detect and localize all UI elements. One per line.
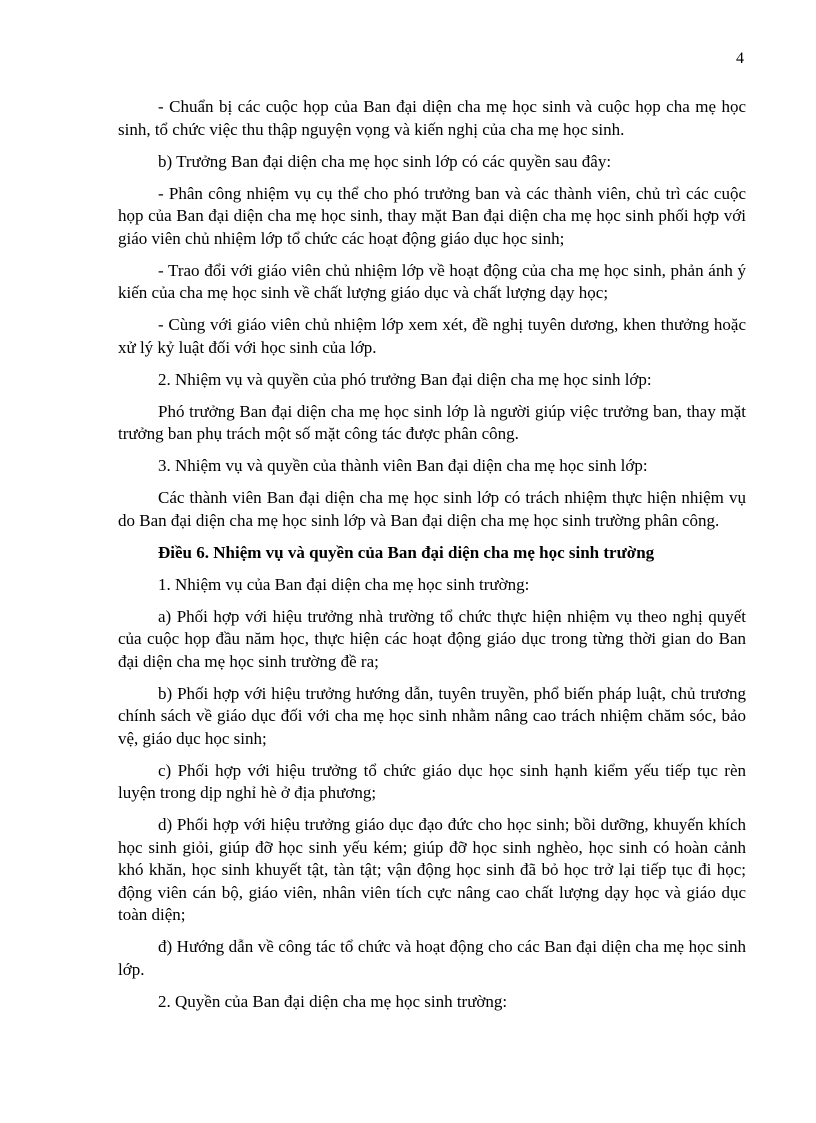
paragraph-item-d: d) Phối hợp với hiệu trưởng giáo dục đạo đức cho học sinh; bồi dưỡng, khuyến khích học sinh giỏi, giúp đỡ học sinh yếu kém; giúp đỡ học sinh nghèo, học sinh có hoàn cảnh khó khăn, học sinh khuyết tật, tàn tật; vận động học sinh đã bỏ học trở lại tiếp tục đi học; động viên cán bộ, giáo viên, nhân viên tích cực nâng cao chất lượng dạy học và giáo dục toàn diện;: [118, 815, 746, 924]
document-body: [118, 96, 746, 1023]
paragraph-school-board-duties: 1. Nhiệm vụ của Ban đại diện cha mẹ học sinh trường:: [158, 574, 530, 594]
article-6-heading: Điều 6. Nhiệm vụ và quyền của Ban đại diện cha mẹ học sinh trường: [158, 542, 655, 562]
paragraph-section-2-deputy: 2. Nhiệm vụ và quyền của phó trưởng Ban đại diện cha mẹ học sinh lớp:: [158, 369, 652, 389]
paragraph-item-dd: đ) Hướng dẫn về công tác tổ chức và hoạt động cho các Ban đại diện cha mẹ học sinh lớp.: [118, 937, 746, 979]
paragraph-deputy-role: Phó trưởng Ban đại diện cha mẹ học sinh lớp là người giúp việc trưởng ban, thay mặt trưởng ban phụ trách một số mặt công tác được phân công.: [118, 401, 746, 443]
paragraph-assign-tasks: - Phân công nhiệm vụ cụ thể cho phó trưởng ban và các thành viên, chủ trì các cuộc họp của Ban đại diện cha mẹ học sinh, thay mặt Ban đại diện cha mẹ học sinh phối hợp với giáo viên chủ nhiệm lớp tổ chức các hoạt động giáo dục học sinh;: [118, 183, 746, 248]
paragraph-item-a: a) Phối hợp với hiệu trưởng nhà trường tổ chức thực hiện nhiệm vụ theo nghị quyết của cuộc họp đầu năm học, thực hiện các hoạt động giáo dục trong từng thời gian do Ban đại diện cha mẹ học sinh trường đề ra;: [118, 606, 746, 671]
paragraph-section-3-members: 3. Nhiệm vụ và quyền của thành viên Ban đại diện cha mẹ học sinh lớp:: [158, 456, 648, 475]
paragraph-item-c: c) Phối hợp với hiệu trưởng tổ chức giáo dục học sinh hạnh kiểm yếu tiếp tục rèn luyện trong dịp nghỉ hè ở địa phương;: [118, 760, 746, 802]
paragraph-school-board-rights: 2. Quyền của Ban đại diện cha mẹ học sinh trường:: [158, 991, 508, 1011]
paragraph-head-rights-intro: b) Trưởng Ban đại diện cha mẹ học sinh lớp có các quyền sau đây:: [158, 151, 612, 171]
paragraph-item-b: b) Phối hợp với hiệu trưởng hướng dẫn, tuyên truyền, phổ biến pháp luật, chủ trương chính sách về giáo dục đối với cha mẹ học sinh nhằm nâng cao trách nhiệm chăm sóc, bảo vệ, giáo dục học sinh;: [118, 683, 746, 748]
paragraph-exchange-teacher: - Trao đổi với giáo viên chủ nhiệm lớp về hoạt động của cha mẹ học sinh, phản ánh ý kiến của cha mẹ học sinh về chất lượng giáo dục và chất lượng dạy học;: [118, 260, 746, 302]
paragraph-reward-discipline: - Cùng với giáo viên chủ nhiệm lớp xem xét, đề nghị tuyên dương, khen thưởng hoặc xử lý kỷ luật đối với học sinh của lớp.: [118, 315, 746, 357]
paragraph-prepare-meetings: - Chuẩn bị các cuộc họp của Ban đại diện cha mẹ học sinh và cuộc họp cha mẹ học sinh, tổ chức việc thu thập nguyện vọng và kiến nghị của cha mẹ học sinh.: [118, 97, 746, 139]
page-number: 4: [736, 50, 744, 67]
paragraph-members-duty: Các thành viên Ban đại diện cha mẹ học sinh lớp có trách nhiệm thực hiện nhiệm vụ do Ban đại diện cha mẹ học sinh lớp và Ban đại diện cha mẹ học sinh trường phân công.: [118, 488, 746, 530]
